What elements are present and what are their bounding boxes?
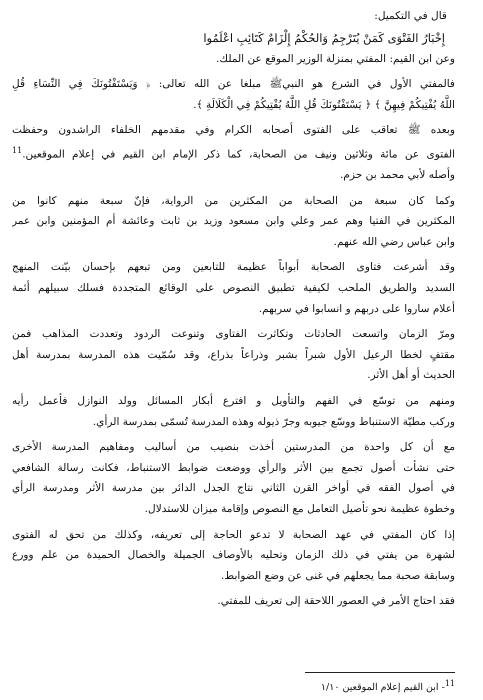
text-line xyxy=(12,324,455,345)
text-line-content: فقد احتاج الأمر في العصور اللاحقة إلى تعريف للمفتي. xyxy=(217,595,455,608)
text-line xyxy=(12,499,455,520)
text-line-content: وقد أشرعت فتاوى الصحابة أبواباً عظيمة للتابعين ومن تبعهم بإحسان بيّنت المنهج xyxy=(12,261,455,274)
text-line xyxy=(12,299,455,320)
text-line xyxy=(12,278,455,299)
text-line-content: لشهرة من يفتي في ذلك الزمان وتحليه بالأوصاف الجميلة والخصال الحميدة من علم وورع xyxy=(12,549,455,562)
text-line xyxy=(12,191,455,212)
text-line xyxy=(12,525,455,546)
text-line-content: المكثرين في الفتيا وهم عمر وعلي وابن مسعود وزيد بن ثابت وعائشة أم المؤمنين وابن عمر xyxy=(12,215,455,228)
text-line xyxy=(12,120,455,141)
text-line-content: الحديث أو أهل الأثر. xyxy=(367,369,455,382)
text-line xyxy=(12,412,455,433)
text-line-content: الفتوى عن مائة وثلاثين ونيف من الصحابة، كما ذكر الإمام ابن القيم في إعلام الموقعين. xyxy=(22,148,455,161)
section-title: قال في التكميل: xyxy=(374,10,447,22)
text-line-content: وركب مطيّة الاستنباط ووسّع جيوبه وجرّ ذيوله وهذه المدرسة تُسمّى بمدرسة الرأي. xyxy=(92,415,455,428)
text-line-content: وابن عباس رضي الله عنهم. xyxy=(333,235,455,248)
text-line-content: وعن ابن القيم: المفتي بمنزلة الوزير الموقع عن الملك. xyxy=(216,52,455,65)
text-line-content: ومنهم من توسّع في الفهم والتأويل و افترع أبكار المسائل وولد النوازل فأعمل رأيه xyxy=(12,395,455,408)
text-line xyxy=(12,257,455,278)
text-line xyxy=(12,365,455,386)
body-text xyxy=(12,49,455,612)
footnote-mark: 11 xyxy=(444,679,455,688)
text-line-content: مع أن كل واحدة من المدرستين أخذت بنصيب من أساليب ومفاهيم المدرسة الأخرى xyxy=(12,441,455,454)
text-line xyxy=(12,391,455,412)
text-line-content: اللَّهُ يُفْتِيكُمْ فِيهِنَّ ﴾ ﴿ يَسْتَفْتُونَكَ قُلِ اللَّهُ يُفْتِيكُمْ فِي الْكَلَالَةِ ﴾. xyxy=(193,98,455,111)
poetry-verse: إِخْبَارُ الفَتْوَى كَمَنْ يُتَرْجِمُ وَالحُكْمُ إِلْزَامٌ كَتَائِبِ اعْلَمُوا xyxy=(203,30,445,45)
text-line xyxy=(12,74,455,95)
text-line-content: حتى نشأت أصول تجمع بين الأثر والرأي ووضعت ضوابط الاستنباط، فكانت رسالة الشافعي xyxy=(12,461,455,474)
text-line-content: أعلام ساروا على دربهم و انسابوا في سربهم. xyxy=(258,302,455,315)
footnote-text: - ابن القيم إعلام الموقعين ١/١٠ xyxy=(320,682,445,694)
text-line xyxy=(12,49,455,70)
text-line xyxy=(12,141,455,165)
text-line xyxy=(12,478,455,499)
text-line xyxy=(12,591,455,612)
text-line xyxy=(12,458,455,479)
text-line-content: في أصول الفقه في أواخر القرن الثاني نتاج الجدل الدائر بين مدرسة الأثر ومدرسة الرأي xyxy=(12,482,455,495)
text-line-content: السديد والطريق الملحب لكيفية تطبيق النصوص على الوقائع المتجددة فسلك سبيلهم أئمة xyxy=(12,282,455,295)
text-line-content: وسابقة صحبة مما يجعلهم في غنى عن وضع الضوابط. xyxy=(221,569,455,582)
footnote-divider xyxy=(305,672,455,673)
text-line-content: وكما كان سبعة من الصحابة من المكثرين من الرواية، فإنّ سبعة منهم كانوا من xyxy=(12,194,455,207)
text-line xyxy=(12,232,455,253)
text-line xyxy=(12,211,455,232)
text-line-content: ومرّ الزمان واتسعت الحادثات وتكاثرت الفتاوى وتنوعت الردود وتعددت المذاهب فمن xyxy=(12,328,455,341)
text-line xyxy=(12,95,455,116)
text-line-content: وبعده ﷺ تعاقب على الفتوى أصحابه الكرام وفي مقدمهم الخلفاء الراشدون وحفظت xyxy=(12,124,455,137)
text-line xyxy=(12,165,455,186)
text-line-content: مقتفٍ لخطا الرعيل الأول شبراً بشبر وذراعاً بذراع، وقد سُمّيت هذه المدرسة بمدرسة أهل xyxy=(12,348,455,361)
text-line xyxy=(12,437,455,458)
text-line-content: فالمفتي الأول في الشرع هو النبيﷺ مبلغا عن الله تعالى: ﴿ وَيَسْتَفْتُونَكَ فِي النِّسَاءِ قُلِ xyxy=(12,78,455,91)
footnote-reference: 11 xyxy=(12,145,23,155)
text-line xyxy=(12,545,455,566)
text-line-content: وخطوة عظيمة نحو تأصيل التعامل مع النصوص وإقامة ميزان للاستدلال. xyxy=(144,503,455,515)
text-line-content: إذا كان المفتي في عهد الصحابة لا تدعو الحاجة إلى تعريفه، وكذلك من تحق له الفتوى xyxy=(12,528,455,541)
text-line-content: وأصله لأبي محمد بن حزم. xyxy=(339,169,455,182)
text-line xyxy=(12,566,455,587)
footnote xyxy=(321,677,455,695)
text-line xyxy=(12,345,455,366)
